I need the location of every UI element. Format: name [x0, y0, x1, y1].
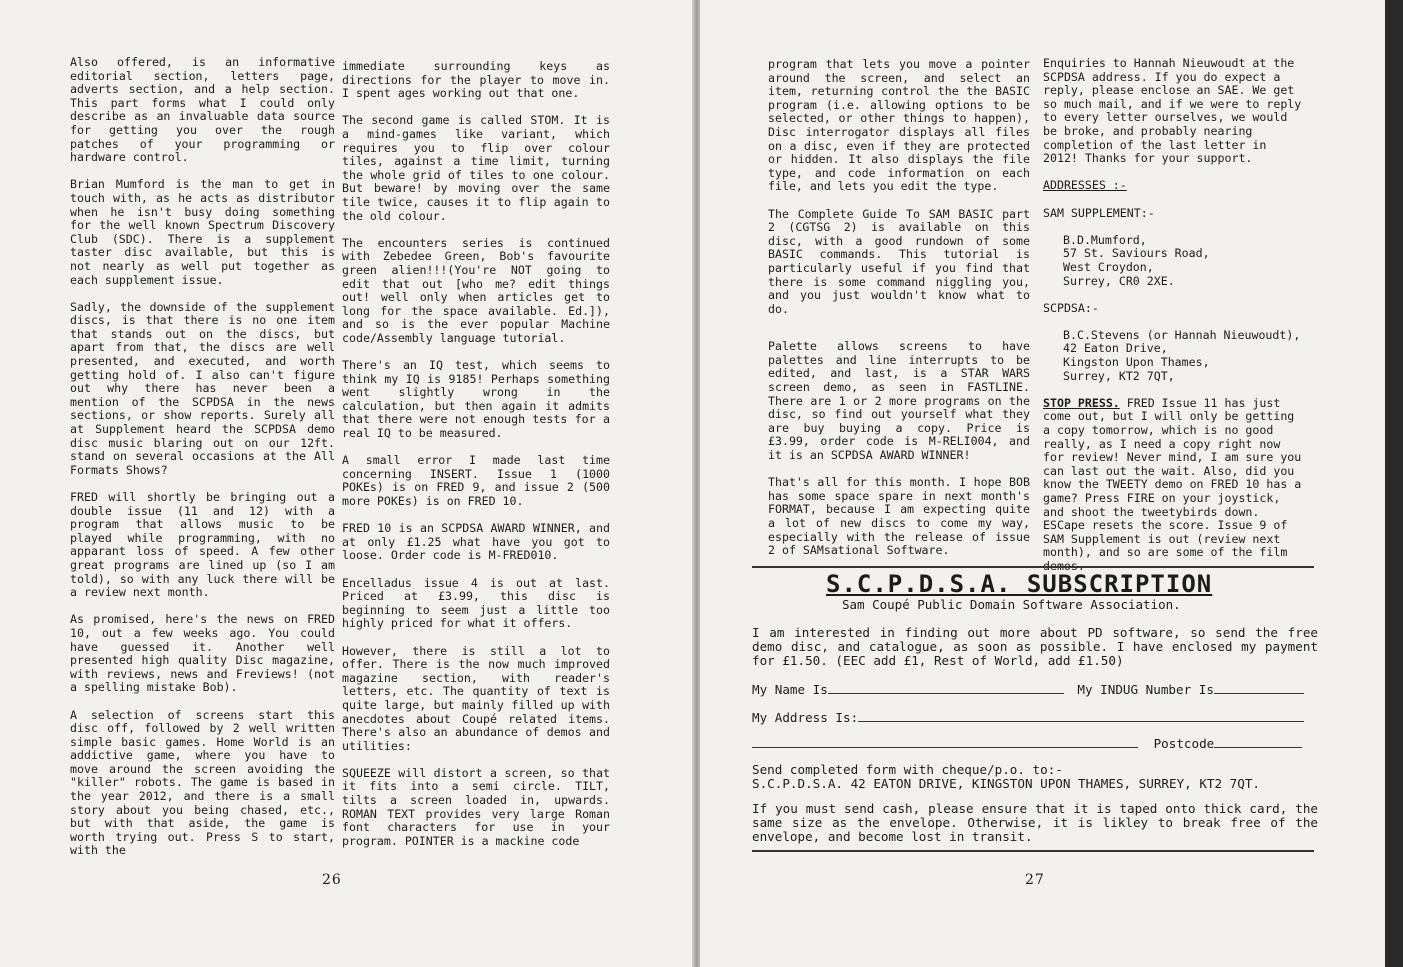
- address-block: [1063, 329, 1307, 383]
- stop-press-label: STOP PRESS.: [1043, 395, 1120, 410]
- subscription-title: S.C.P.D.S.A. SUBSCRIPTION: [826, 570, 1213, 598]
- postcode-label: Postcode: [1153, 736, 1215, 751]
- paragraph: A small error I made last time concerning INSERT. Issue 1 (1000 POKEs) is on FRED 9, and issue 2 (500 more POKEs) is on FRED 10.: [342, 453, 617, 508]
- left-page: [0, 0, 694, 967]
- cash-note-text: If you must send cash, please ensure that it is taped onto thick card, the same size as the envelope. Otherwise, it is likley to break free of the envelope, and become lost in transit.: [752, 801, 1326, 844]
- address-field-2[interactable]: [752, 735, 1138, 748]
- send-line: Send completed form with cheque/p.o. to:-: [752, 762, 1063, 777]
- address-line: B.D.Mumford,: [1063, 232, 1147, 247]
- paragraph: The second game is called STOM. It is a mind-games like variant, which requires you to flip over colour tiles, against a time limit, turning the whole grid of tiles to one colour. But beware! by moving over the same tile twice, causes it to flip again to the old colour.: [342, 113, 617, 223]
- background-edge: [1385, 0, 1403, 967]
- addresses-heading: ADDRESSES :-: [1043, 178, 1127, 193]
- address-line: 57 St. Saviours Road,: [1063, 246, 1210, 261]
- paragraph: As promised, here's the news on FRED 10, out a few weeks ago. You could have guessed it. Another well presented high quality Disc magazine, with reviews, news and Freviews! (not a spelling mistake Bob).: [70, 612, 342, 695]
- stop-press: [1043, 397, 1307, 574]
- right-page: [700, 0, 1385, 967]
- paragraph: That's all for this month. I hope BOB has some space spare in next month's FORMAT, because I am expecting quite a lot of new discs to come my way, especially with the release of issue 2 of SAMsational Software.: [768, 475, 1037, 558]
- paragraph: immediate surrounding keys as directions for the player to move in. I spent ages working out that one.: [342, 59, 617, 101]
- postcode-field[interactable]: [1214, 735, 1302, 748]
- paragraph: FRED will shortly be bringing out a double issue (11 and 12) with a program that allows music to be played while programming, with no apparant loss of speed. A few other great programs are lined up (so I am told), so with any luck there will be a review next month.: [70, 490, 342, 600]
- address-block: [1063, 234, 1307, 288]
- paragraph: Palette allows screens to have palettes and line interrupts to be edited, and last, is a STAR WARS screen demo, as seen in FASTLINE. There are 1 or 2 more programs on the disc, so find out yourself what they are buy buying a copy. Price is £3.99, order code is M-RELI004, and it is an SCPDSA AWARD WINNER!: [768, 339, 1037, 463]
- address-line: Surrey, CR0 2XE.: [1063, 273, 1175, 288]
- paragraph: The Complete Guide To SAM BASIC part 2 (CGTSG 2) is available on this disc, with a good rundown of some BASIC commands. This tutorial is particularly useful if you find that there is some command niggling you, and you just wouldn't know what to do.: [768, 206, 1037, 316]
- paragraph: However, there is still a lot to offer. There is the now much improved magazine section, with reader's letters, etc. The quantity of text is quite large, but mainly filled up with anecdotes about Coupé related items. There's also an abundance of demos and utilities:: [342, 643, 617, 753]
- paragraph: Encelladus issue 4 is out at last. Priced at £3.99, this disc is beginning to seem just a little too highly priced for what it offers.: [342, 575, 617, 631]
- send-address: S.C.P.D.S.A. 42 EATON DRIVE, KINGSTON UPON THAMES, SURREY, KT2 7QT.: [752, 776, 1260, 791]
- right-column-2: [1043, 57, 1307, 587]
- address-label: My Address Is:: [752, 710, 859, 725]
- address-label: SCPDSA:-: [1043, 300, 1099, 315]
- paragraph: program that lets you move a pointer around the screen, and select an item, returning control the the BASIC program (i.e. allowing options to be selected, or other things to happen), Disc interrogator displays all files on a disc, even if they are protected or hidden. It also displays the file type, and code information on each file, and lets you edit the type.: [768, 57, 1037, 194]
- cash-note: [752, 801, 1326, 844]
- address-line: Surrey, KT2 7QT,: [1063, 368, 1175, 383]
- address-field[interactable]: [858, 709, 1304, 722]
- address-line: Kingston Upon Thames,: [1063, 355, 1210, 370]
- left-column-2: [342, 59, 617, 862]
- paragraph: SQUEEZE will distort a screen, so that it fits into a semi circle. TILT, tilts a screen loaded in, upwards. ROMAN TEXT provides very large Roman font characters for use in your program. POINTER is a mackine code: [342, 765, 617, 848]
- paragraph: Brian Mumford is the man to get in touch with, as he acts as distributor when he isn't busy doing something for the well known Spectrum Discovery Club (SDC). There is a supplement taster disc available, but this is not nearly as well put together as each supplement issue.: [70, 177, 342, 287]
- paragraph: The encounters series is continued with Zebedee Green, Bob's favourite green alien!!!(You're NOT going to edit that out [who me? edit things out! well only when articles get to long for the space available. Ed.]), and so is the ever popular Machine code/Assembly language tutorial.: [342, 235, 617, 345]
- paragraph: A selection of screens start this disc off, followed by 2 well written simple basic games. Home World is an addictive game, where you have to move around the screen avoiding the "killer" robots. The game is based in the year 2012, and there is a small story about you being chased, etc., but with that aside, the game is worth trying out. Press S to start, with the: [70, 707, 342, 858]
- indug-number-field[interactable]: [1214, 681, 1304, 694]
- stop-press-text: FRED Issue 11 has just come out, but I will only be getting a copy tomorrow, which is no good really, as I need a copy right now for review! Never mind, I am sure you can last out the wait. Also, did you know the TWEETY demo on FRED 10 has a game? Press FIRE on your joystick, and shoot the tweetybirds down. ESCape resets the score. Issue 9 of SAM Supplement is out (review next month), and so are some of the film: [1043, 395, 1302, 560]
- paragraph: FRED 10 is an SCPDSA AWARD WINNER, and at only £1.25 what have you got to loose. Order code is M-FRED010.: [342, 521, 617, 563]
- paragraph: Enquiries to Hannah Nieuwoudt at the SCPDSA address. If you do expect a reply, please enclose an SAE. We get so much mail, and if we were to reply to every letter ourselves, we would be broke, and probably nearing completion of the last letter in 2012! Thanks for your support.: [1043, 56, 1309, 166]
- paragraph: Sadly, the downside of the supplement discs, is that there is no one item that stands out on the discs, but apart from that, the discs are well presented, and executed, and worth getting hold of. I also can't figure out why there has never been a mention of the SCPDSA in the news sections, or show reports. Surely all at Supplement heard the SCPDSA demo disc music blaring out on our 12ft. stand on several occasions at the All Formats Shows?: [70, 299, 342, 477]
- send-to: [752, 763, 1318, 791]
- address-line: 42 Eaton Drive,: [1063, 341, 1168, 356]
- page-number: 26: [322, 872, 342, 888]
- address-line: B.C.Stevens (or Hannah Nieuwoudt),: [1063, 327, 1301, 342]
- paragraph: There's an IQ test, which seems to think my IQ is 9185! Perhaps something went slightly wrong in the calculation, but then again it admits that there were not enough tests for a real IQ to be measured.: [342, 358, 617, 441]
- subscription-intro: [752, 625, 1326, 668]
- right-column-1: [768, 57, 1037, 571]
- indug-label: My INDUG Number Is: [1077, 682, 1214, 697]
- subscription-subtitle: Sam Coupé Public Domain Software Association.: [842, 597, 1181, 612]
- divider: [752, 850, 1314, 852]
- name-row: [752, 681, 1304, 697]
- name-label: My Name Is: [752, 682, 828, 697]
- page-number: 27: [1025, 872, 1045, 888]
- paragraph: Also offered, is an informative editorial section, letters page, adverts section, and a help section. This part forms what I could only describe as an invaluable data source for getting you over the rough patches of your programming or hardware control.: [70, 55, 342, 165]
- divider: [752, 566, 1314, 568]
- address-line: West Croydon,: [1063, 259, 1154, 274]
- intro-text: I am interested in finding out more about PD software, so send the free demo disc, and catalogue, as soon as possible. I have enclosed my payment for £1.50. (EEC add £1, Rest of World, add £1.50): [752, 625, 1326, 668]
- left-column-1: [70, 55, 342, 872]
- postcode-row: [752, 735, 1302, 751]
- address-label: SAM SUPPLEMENT:-: [1043, 205, 1155, 220]
- name-field[interactable]: [828, 681, 1064, 694]
- address-row: [752, 709, 1304, 725]
